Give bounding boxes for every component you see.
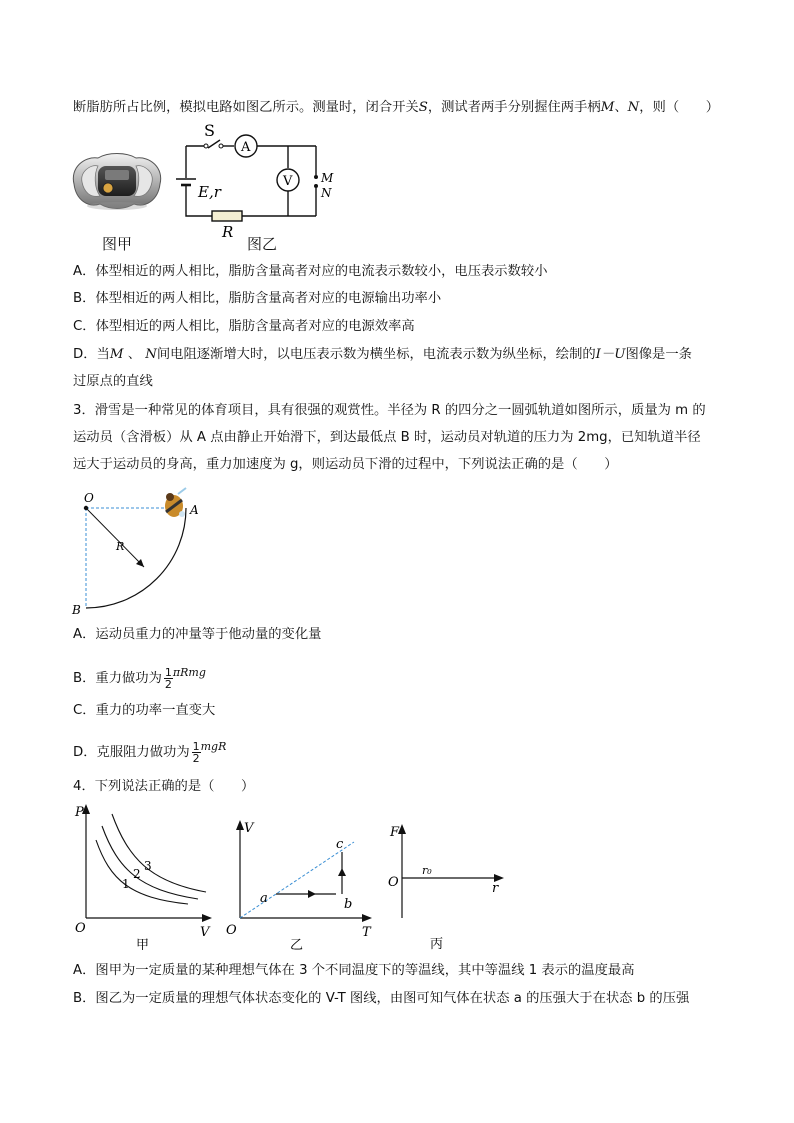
terminal-m [314,175,318,179]
label-r0: r₀ [422,864,432,877]
q3-stem-line1: 3．滑雪是一种常见的体育项目，具有很强的观赏性。半径为 R 的四分之一圆弧轨道如图所示，质量为 m 的 [73,403,706,418]
radius-arrow-line [86,508,144,567]
q2-option-d-cont: 过原点的直线 [73,374,153,389]
label-r: R [116,540,125,553]
q3-option-c: C．重力的功率一直变大 [73,703,216,718]
skier-image [165,488,186,517]
label-c: c [336,837,344,852]
arrow-b-to-c [338,868,346,876]
label-o: O [226,923,237,938]
q3-option-a: A．运动员重力的冲量等于他动量的变化量 [73,627,322,642]
fig-yi-caption: 图乙 [247,235,278,253]
caption-bing: 丙 [430,937,444,952]
label-isotherm-2: 2 [133,867,141,881]
label-v: V [200,925,210,940]
center-point-o [84,506,88,510]
label-o: O [388,875,399,890]
fig-jia-device-image [68,148,166,218]
t-axis-arrow [362,914,372,922]
ammeter-label: A [241,140,251,155]
force-distance-figure [384,818,514,952]
label-isotherm-3: 3 [144,859,152,873]
q3-stem-line2: 运动员（含滑板）从 A 点由静止开始滑下，到达最低点 B 时，运动员对轨道的压力为 2mg，已知轨道半径 [73,430,701,445]
fraction-one-half: $\frac{1}{2}$ [164,665,172,691]
label-o: O [84,491,94,505]
terminal-m-label: M [321,171,334,185]
label-o: O [75,921,86,936]
v-axis-arrow [236,820,244,830]
q2-intro: 断脂肪所占比例，模拟电路如图乙所示。测量时，闭合开关S，测试者两手分别握住两手柄M、N，则（ ） [73,100,720,115]
pv-isotherm-figure [70,800,220,950]
v-axis-arrow [202,914,212,922]
switch-label: S [204,124,215,140]
terminal-n [314,184,318,188]
label-f: F [390,825,400,840]
caption-yi: 乙 [290,938,304,952]
label-b: b [344,897,353,912]
terminal-n-label: N [321,186,332,200]
q4-option-b: B．图乙为一定质量的理想气体状态变化的 V-T 图线，由图可知气体在状态 a 的压强大于在状态 b 的压强 [73,991,690,1006]
fig-jia-caption: 图甲 [102,235,133,253]
label-a: A [190,503,199,517]
label-t: T [362,925,371,940]
label-v: V [244,821,254,836]
q2-option-a: A．体型相近的两人相比，脂肪含量高者对应的电流表示数较小，电压表示数较小 [73,264,548,279]
q3-option-b: B．重力做功为 $\frac{1}{2}$ $^{\pi Rmg}$ [73,665,206,691]
switch-blade [208,140,220,148]
vt-graph-figure [226,812,376,952]
label-a: a [260,891,268,906]
resistor-symbol [212,211,242,221]
voltmeter-label: V [283,174,293,189]
q2-option-b: B．体型相近的两人相比，脂肪含量高者对应的电源输出功率小 [73,291,442,306]
q2-option-d: D．当M 、 N间电阻逐渐增大时，以电压表示数为横坐标，电流表示数为纵坐标，绘制的I－U图像是一条 [73,347,692,362]
circuit-diagram [170,124,340,242]
caption-jia: 甲 [136,938,150,950]
arrow-a-to-b [308,890,316,898]
q3-option-d: D．克服阻力做功为 $\frac{1}{2}$ $^{mgR}$ [73,739,227,765]
label-b: B [72,603,81,616]
q3-stem-line3: 远大于运动员的身高，重力加速度为 g，则运动员下滑的过程中，下列说法正确的是（ ） [73,457,618,472]
f-axis-arrow [398,824,406,834]
dashed-line-through-origin [240,842,354,918]
q4-stem: 4．下列说法正确的是（ ） [73,779,255,794]
resistor-label: R [222,223,234,241]
fraction-one-half: $\frac{1}{2}$ [192,739,200,765]
label-p: P [75,805,84,820]
q2-option-c: C．体型相近的两人相比，脂肪含量高者对应的电源效率高 [73,319,415,334]
source-label: E,r [198,183,221,201]
label-isotherm-1: 1 [122,877,130,891]
label-r: r [492,881,499,896]
q4-option-a: A．图甲为一定质量的某种理想气体在 3 个不同温度下的等温线，其中等温线 1 表示的温度最高 [73,963,635,978]
quarter-arc-track-figure [66,486,216,616]
